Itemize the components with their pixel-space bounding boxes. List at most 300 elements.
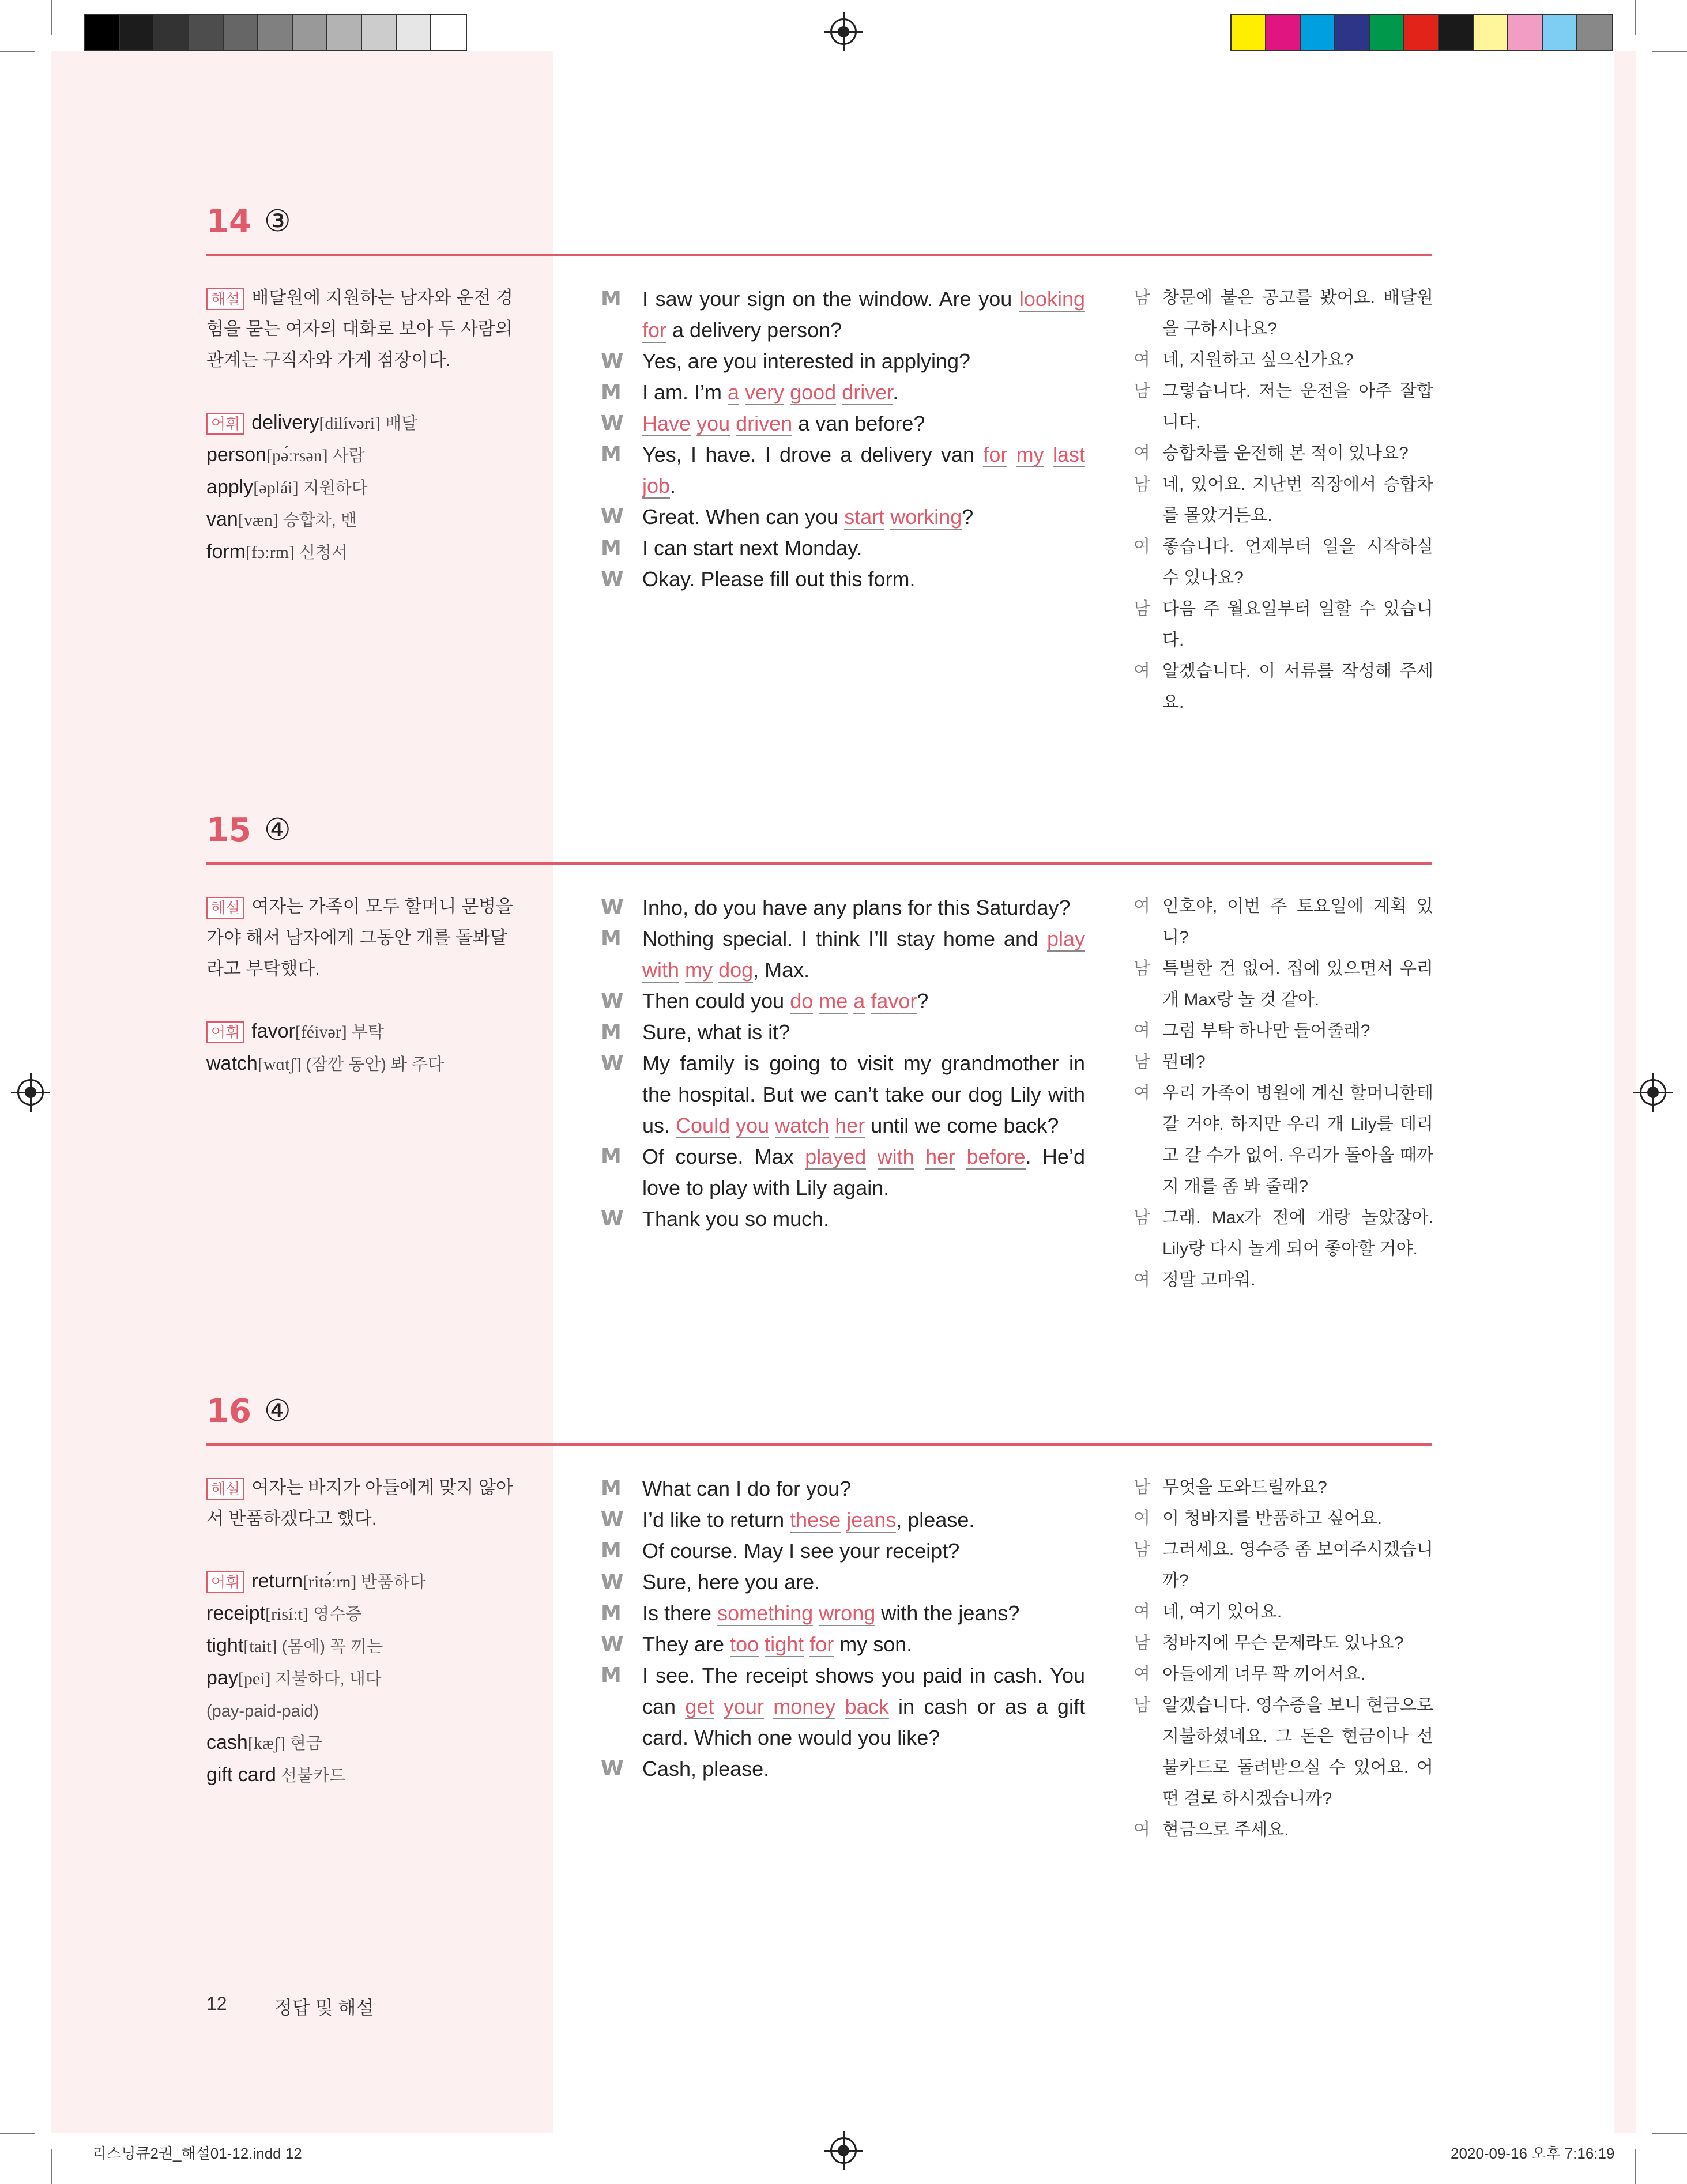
speaker-label: 여: [1134, 1084, 1150, 1103]
speaker-label: 여: [1134, 1820, 1150, 1839]
blank-answer: too: [730, 1632, 759, 1656]
dialogue-text: I’d like to return these jeans, please.: [642, 1508, 975, 1532]
color-swatch: [1232, 15, 1266, 50]
color-swatch: [1439, 15, 1474, 50]
dialogue-line: [601, 1629, 1085, 1660]
dialogue-line: [601, 1204, 1085, 1235]
color-swatch: [1370, 15, 1404, 50]
speaker-label: 남: [1134, 475, 1150, 494]
registration-mark-icon: [17, 1079, 44, 1106]
vocab-item: [206, 439, 529, 471]
color-swatch: [224, 15, 258, 50]
color-swatch: [1335, 15, 1370, 50]
blank-answer: job: [642, 474, 671, 497]
translation-text: 다음 주 월요일부터 일할 수 있습니다.: [1162, 599, 1433, 650]
speaker-label: W: [601, 1757, 624, 1781]
speaker-label: W: [601, 349, 624, 373]
vocab-item: [206, 1727, 529, 1759]
color-swatch: [362, 15, 397, 50]
footer-title: 정답 및 해설: [274, 1997, 374, 2018]
translation-text: 정말 고마워.: [1162, 1270, 1256, 1289]
translation-line: [1134, 1534, 1433, 1597]
page-number: 12: [206, 1993, 227, 2014]
dialogue-line: [601, 1473, 1085, 1504]
explanation-text: 배달원에 지원하는 남자와 운전 경험을 묻는 여자의 대화로 보아 두 사람의 관계는 구직자와 가게 점장이다.: [206, 288, 513, 370]
blank-answer: start: [844, 505, 885, 529]
translation-text: 알겠습니다. 이 서류를 작성해 주세요.: [1162, 662, 1433, 712]
dialogue-text: What can I do for you?: [642, 1477, 852, 1500]
explanation-tag: 해설: [206, 288, 244, 310]
blank-answer: looking: [1019, 287, 1085, 311]
vocab-phonetic: [wɑtʃ]: [257, 1055, 302, 1074]
blank-answer: you: [696, 412, 730, 435]
vocab-phonetic: [ritə́ːrn]: [303, 1572, 357, 1591]
blank-answer: dog: [718, 958, 754, 982]
dialogue-text: Okay. Please fill out this form.: [642, 567, 916, 591]
translation-text: 이 청바지를 반품하고 싶어요.: [1162, 1509, 1383, 1528]
blank-answer: tight: [765, 1632, 804, 1656]
translation-line: [1134, 1659, 1433, 1690]
blank-answer: your: [723, 1695, 764, 1718]
translation-line: [1134, 1472, 1433, 1503]
dialogue-line: [601, 533, 1085, 564]
blank-answer: a: [728, 380, 740, 404]
blank-answer: Have: [642, 412, 691, 435]
explanation: [206, 891, 518, 985]
vocab-phonetic: [kæʃ]: [247, 1734, 285, 1753]
dialogue-line: [601, 1141, 1085, 1204]
dialogue-line: [601, 501, 1085, 533]
speaker-label: W: [601, 1570, 624, 1594]
color-swatch: [258, 15, 293, 50]
question-number: 16: [206, 1393, 251, 1430]
section-divider: [206, 862, 1432, 865]
dialogue-text: Yes, are you interested in applying?: [642, 349, 971, 373]
translation-line: [1134, 282, 1433, 345]
translation-line: [1134, 656, 1433, 718]
translation-text: 네, 지원하고 싶으신가요?: [1162, 350, 1354, 369]
vocab-phonetic: [əplái]: [253, 478, 299, 497]
dialogue-text: I see. The receipt shows you paid in cash. You can get your money back in cash or as a gift card. Which one would you like?: [642, 1664, 1085, 1749]
explanation-tag: 해설: [206, 1478, 244, 1500]
explanation: [206, 1472, 518, 1534]
crop-mark: [1635, 0, 1636, 35]
explanation-tag: 해설: [206, 897, 244, 919]
vocab-word: favor: [251, 1020, 295, 1042]
speaker-label: W: [601, 989, 624, 1013]
speaker-label: 남: [1134, 1634, 1150, 1653]
vocab-meaning: 반품하다: [356, 1573, 426, 1591]
speaker-label: W: [601, 1051, 624, 1075]
blank-answer: do: [790, 989, 814, 1013]
translation-text: 무엇을 도와드릴까요?: [1162, 1478, 1327, 1497]
vocab-meaning: (몸에) 꼭 끼는: [277, 1638, 383, 1656]
color-swatch: [1577, 15, 1612, 50]
translation-line: [1134, 1597, 1433, 1628]
registration-mark-icon: [830, 2137, 857, 2164]
blank-answer: her: [925, 1145, 956, 1168]
dialogue-text: Inho, do you have any plans for this Saturday?: [642, 896, 1071, 919]
blank-answer: me: [819, 989, 848, 1013]
blank-answer: very: [745, 380, 785, 404]
color-swatch: [1508, 15, 1543, 50]
dialogue-text: My family is going to visit my grandmother in the hospital. But we can’t take our dog Lily with us. Could you watch her until we come back?: [642, 1051, 1085, 1137]
dialogue-text: I saw your sign on the window. Are you looking for a delivery person?: [642, 287, 1085, 342]
vocab-tag: 어휘: [206, 1021, 244, 1043]
timestamp-slug: 2020-09-16 오후 7:16:19: [1451, 2145, 1615, 2162]
answer-choice: ④: [264, 813, 291, 847]
blank-answer: wrong: [819, 1601, 876, 1625]
blank-answer: something: [717, 1601, 814, 1625]
crop-mark: [1635, 2149, 1636, 2184]
explanation-text: 여자는 가족이 모두 할머니 문병을 가야 해서 남자에게 그동안 개를 돌봐달라고 부탁했다.: [206, 896, 513, 979]
question-number: 15: [206, 812, 251, 849]
blank-answer: a: [853, 989, 865, 1013]
translation-text: 창문에 붙은 공고를 봤어요. 배달원을 구하시나요?: [1162, 288, 1433, 338]
vocab-phonetic: [pei]: [238, 1669, 271, 1688]
translation-line: [1134, 1690, 1433, 1815]
translation: [1134, 891, 1433, 1296]
dialogue-text: Sure, what is it?: [642, 1020, 790, 1044]
translation-line: [1134, 1016, 1433, 1047]
speaker-label: W: [601, 567, 624, 591]
vocab-item: [206, 1759, 529, 1791]
vocab-meaning: 현금: [285, 1734, 322, 1753]
blank-answer: get: [685, 1695, 714, 1718]
color-swatch: [189, 15, 224, 50]
translation-line: [1134, 1047, 1433, 1078]
translation-text: 그럼 부탁 하나만 들어줄래?: [1162, 1021, 1370, 1040]
vocab-meaning: 사람: [327, 447, 365, 465]
speaker-label: W: [601, 412, 624, 435]
dialogue-line: [601, 377, 1085, 408]
answer-choice: ④: [264, 1394, 291, 1428]
blank-answer: driven: [736, 412, 793, 435]
speaker-label: 남: [1134, 382, 1150, 401]
explanation-text: 여자는 바지가 아들에게 맞지 않아서 반품하겠다고 했다.: [206, 1477, 513, 1529]
vocab-meaning: 신청서: [294, 544, 348, 562]
blank-answer: play: [1046, 927, 1085, 950]
translation-line: [1134, 1503, 1433, 1534]
speaker-label: 여: [1134, 444, 1150, 463]
blank-answer: favor: [871, 989, 917, 1013]
dialogue-line: [601, 1598, 1085, 1629]
translation-line: [1134, 1265, 1433, 1296]
color-swatch: [155, 15, 189, 50]
dialogue-line: [601, 1567, 1085, 1598]
speaker-label: 남: [1134, 288, 1150, 307]
vocab-word: apply: [206, 476, 254, 498]
blank-answer: with: [877, 1145, 914, 1168]
translation-text: 청바지에 무슨 문제라도 있나요?: [1162, 1634, 1404, 1653]
blank-answer: my: [685, 958, 713, 982]
speaker-label: 남: [1134, 1208, 1150, 1227]
vocab-meaning: 배달: [381, 414, 418, 433]
vocab-phonetic: [pə́ːrsən]: [266, 446, 328, 465]
speaker-label: 남: [1134, 1053, 1150, 1072]
speaker-label: W: [601, 896, 624, 919]
translation-line: [1134, 438, 1433, 469]
dialogue-line: [601, 284, 1085, 346]
blank-answer: my: [1016, 443, 1044, 466]
color-swatch: [1404, 15, 1439, 50]
dialogue-text: I am. I’m a very good driver.: [642, 380, 899, 404]
vocab-item: [206, 1566, 529, 1598]
translation-line: [1134, 1202, 1433, 1265]
blank-answer: played: [805, 1145, 867, 1168]
speaker-label: W: [601, 1207, 624, 1231]
registration-mark-icon: [1640, 1079, 1666, 1106]
color-swatch: [120, 15, 155, 50]
vocab-tag: 어휘: [206, 1571, 244, 1593]
vocabulary-list: [206, 1016, 529, 1080]
vocab-item: [206, 536, 529, 568]
translation-text: 알겠습니다. 영수증을 보니 현금으로 지불하셨네요. 그 돈은 현금이나 선불카드로 돌려받으실 수 있어요. 어떤 걸로 하시겠습니까?: [1162, 1696, 1433, 1808]
dialogue-text: Yes, I have. I drove a delivery van for my last job.: [642, 443, 1085, 497]
translation-text: 인호야, 이번 주 토요일에 계획 있니?: [1162, 897, 1433, 947]
blank-answer: you: [736, 1114, 770, 1137]
blank-answer: good: [790, 380, 837, 404]
vocab-word: tight: [206, 1635, 244, 1657]
blank-answer: money: [773, 1695, 836, 1718]
speaker-label: W: [601, 1632, 624, 1656]
translation: [1134, 282, 1433, 718]
translation-text: 현금으로 주세요.: [1162, 1820, 1289, 1839]
speaker-label: W: [601, 505, 624, 529]
speaker-label: 여: [1134, 897, 1150, 916]
dialogue-text: Great. When can you start working?: [642, 505, 974, 529]
blank-answer: for: [809, 1632, 834, 1656]
translation-text: 그러세요. 영수증 좀 보여주시겠습니까?: [1162, 1540, 1433, 1590]
vocab-meaning: 승합차, 밴: [278, 511, 357, 530]
crop-mark: [0, 51, 35, 52]
translation-line: [1134, 1628, 1433, 1659]
dialogue-line: [601, 564, 1085, 595]
translation-text: 그렇습니다. 저는 운전을 아주 잘합니다.: [1162, 382, 1433, 432]
crop-mark: [1652, 2133, 1687, 2134]
vocab-word: delivery: [251, 412, 319, 433]
vocab-word: pay: [206, 1667, 238, 1689]
speaker-label: 남: [1134, 599, 1150, 618]
translation-text: 뭔데?: [1162, 1053, 1206, 1072]
speaker-label: M: [601, 287, 622, 311]
translation-text: 네, 있어요. 지난번 직장에서 승합차를 몰았거든요.: [1162, 475, 1433, 525]
dialogue-text: I can start next Monday.: [642, 536, 863, 560]
speaker-label: M: [601, 1477, 622, 1500]
speaker-label: M: [601, 927, 622, 950]
translation-line: [1134, 1078, 1433, 1202]
color-swatch: [1301, 15, 1335, 50]
vocab-item: [206, 471, 529, 504]
speaker-label: 여: [1134, 1270, 1150, 1289]
vocab-item: [206, 1016, 529, 1048]
vocab-phonetic: [tait]: [243, 1637, 277, 1656]
crop-mark: [51, 0, 52, 35]
dialogue-text: Have you driven a van before?: [642, 412, 925, 435]
speaker-label: M: [601, 536, 622, 560]
answer-choice: ③: [264, 204, 291, 239]
vocab-item: [206, 1695, 529, 1727]
dialogue-line: [601, 1504, 1085, 1536]
speaker-label: M: [601, 380, 622, 404]
vocab-phonetic: [væn]: [238, 511, 278, 530]
dialogue-line: [601, 1660, 1085, 1753]
color-swatch: [1543, 15, 1577, 50]
dialogue-text: Nothing special. I think I’ll stay home and play with my dog, Max.: [642, 927, 1085, 982]
vocab-word: person: [206, 444, 266, 466]
question-number: 14: [206, 203, 251, 240]
dialogue-text: Cash, please.: [642, 1757, 770, 1781]
speaker-label: M: [601, 1539, 622, 1563]
crop-mark: [0, 2133, 35, 2134]
translation-line: [1134, 1815, 1433, 1846]
translation: [1134, 1472, 1433, 1846]
speaker-label: M: [601, 443, 622, 466]
vocab-word: watch: [206, 1053, 258, 1074]
dialogue-line: [601, 1017, 1085, 1048]
blank-answer: Could: [676, 1114, 730, 1137]
vocabulary-list: [206, 407, 529, 568]
dialogue-text: Then could you do me a favor?: [642, 989, 929, 1013]
vocab-meaning: 지원하다: [298, 479, 368, 497]
color-swatch: [327, 15, 362, 50]
vocab-meaning: 영수증: [308, 1605, 362, 1624]
vocabulary-list: [206, 1566, 529, 1791]
color-swatch: [1266, 15, 1301, 50]
dialogue-text: Is there something wrong with the jeans?: [642, 1601, 1020, 1625]
color-swatch: [293, 15, 327, 50]
dialogue-line: [601, 408, 1085, 439]
translation-line: [1134, 531, 1433, 594]
process-color-bar: [1230, 14, 1613, 51]
vocab-meaning: 부탁: [347, 1023, 384, 1042]
dialogue-line: [601, 986, 1085, 1017]
translation-text: 승합차를 운전해 본 적이 있나요?: [1162, 444, 1409, 463]
gray-color-bar: [84, 14, 467, 51]
vocab-phonetic: [dilívəri]: [319, 414, 381, 433]
speaker-label: M: [601, 1145, 622, 1168]
vocab-item: [206, 1598, 529, 1630]
vocab-phonetic: [risíːt]: [265, 1605, 309, 1624]
blank-answer: jeans: [846, 1508, 897, 1532]
dialogue-line: [601, 439, 1085, 501]
color-swatch: [1474, 15, 1508, 50]
speaker-label: 여: [1134, 1665, 1150, 1684]
speaker-label: 여: [1134, 350, 1150, 369]
vocab-meaning: 지불하다, 내다: [270, 1670, 382, 1688]
speaker-label: M: [601, 1020, 622, 1044]
file-slug: 리스닝큐2권_해설01-12.indd 12: [92, 2145, 302, 2162]
dialogue: [601, 1473, 1085, 1785]
dialogue-line: [601, 1048, 1085, 1141]
translation-text: 네, 여기 있어요.: [1162, 1602, 1282, 1621]
translation-text: 우리 가족이 병원에 계신 할머니한테 갈 거야. 하지만 우리 개 Lily를 데리고 갈 수가 없어. 우리가 돌아올 때까지 개를 좀 봐 줄래?: [1162, 1084, 1433, 1196]
blank-answer: last: [1052, 443, 1085, 466]
translation-line: [1134, 891, 1433, 953]
vocab-word: form: [206, 541, 246, 563]
blank-answer: her: [835, 1114, 865, 1137]
blank-answer: driver: [842, 380, 893, 404]
speaker-label: 남: [1134, 1696, 1150, 1715]
color-swatch: [431, 15, 466, 50]
dialogue-line: [601, 892, 1085, 923]
translation-text: 좋습니다. 언제부터 일을 시작하실 수 있나요?: [1162, 537, 1433, 587]
color-swatch: [85, 15, 120, 50]
vocab-word: van: [206, 508, 238, 530]
vocab-word: cash: [206, 1732, 248, 1753]
vocab-phonetic: [féivər]: [295, 1023, 347, 1042]
blank-answer: for: [642, 318, 667, 342]
vocab-word: receipt: [206, 1602, 266, 1624]
translation-line: [1134, 594, 1433, 656]
vocab-phonetic: [fɔːrm]: [246, 543, 295, 562]
speaker-label: 여: [1134, 662, 1150, 681]
dialogue-text: They are too tight for my son.: [642, 1632, 913, 1656]
dialogue: [601, 892, 1085, 1235]
section-divider: [206, 254, 1432, 256]
translation-text: 특별한 건 없어. 집에 있으면서 우리 개 Max랑 놀 것 같아.: [1162, 959, 1433, 1009]
vocab-item: [206, 504, 529, 536]
translation-line: [1134, 469, 1433, 531]
dialogue: [601, 284, 1085, 595]
dialogue-text: Sure, here you are.: [642, 1570, 820, 1594]
dialogue-line: [601, 1536, 1085, 1567]
speaker-label: M: [601, 1664, 622, 1687]
blank-answer: with: [642, 958, 680, 982]
speaker-label: 남: [1134, 959, 1150, 978]
section-divider: [206, 1443, 1432, 1446]
blank-answer: watch: [775, 1114, 830, 1137]
translation-text: 그래. Max가 전에 개랑 놀았잖아. Lily랑 다시 놀게 되어 좋아할 거야.: [1162, 1208, 1433, 1258]
speaker-label: M: [601, 1601, 622, 1625]
dialogue-text: Of course. May I see your receipt?: [642, 1539, 960, 1563]
speaker-label: 여: [1134, 537, 1150, 556]
registration-mark-icon: [830, 18, 857, 45]
vocab-item: [206, 407, 529, 439]
speaker-label: 여: [1134, 1021, 1150, 1040]
speaker-label: 여: [1134, 1509, 1150, 1528]
speaker-label: 남: [1134, 1540, 1150, 1559]
translation-line: [1134, 953, 1433, 1016]
dialogue-line: [601, 923, 1085, 986]
dialogue-text: Of course. Max played with her before. He’d love to play with Lily again.: [642, 1145, 1085, 1199]
blank-answer: working: [890, 505, 962, 529]
vocab-item: [206, 1630, 529, 1662]
blank-answer: before: [966, 1145, 1026, 1168]
vocab-word: gift card: [206, 1764, 276, 1786]
explanation: [206, 282, 518, 376]
translation-line: [1134, 376, 1433, 438]
speaker-label: W: [601, 1508, 624, 1532]
vocab-tag: 어휘: [206, 413, 244, 435]
blank-answer: these: [790, 1508, 841, 1532]
speaker-label: 여: [1134, 1602, 1150, 1621]
dialogue-line: [601, 1753, 1085, 1785]
vocab-item: [206, 1662, 529, 1695]
translation-line: [1134, 345, 1433, 376]
vocab-word: return: [251, 1570, 303, 1592]
speaker-label: 남: [1134, 1478, 1150, 1497]
blank-answer: back: [845, 1695, 889, 1718]
crop-mark: [1652, 51, 1687, 52]
translation-text: 아들에게 너무 꽉 끼어서요.: [1162, 1665, 1366, 1684]
vocab-meaning: (잠깐 동안) 봐 주다: [301, 1055, 445, 1074]
vocab-meaning: 선불카드: [276, 1767, 346, 1785]
dialogue-text: Thank you so much.: [642, 1207, 830, 1231]
blank-answer: for: [983, 443, 1008, 466]
vocab-item: [206, 1048, 529, 1080]
dialogue-line: [601, 346, 1085, 377]
